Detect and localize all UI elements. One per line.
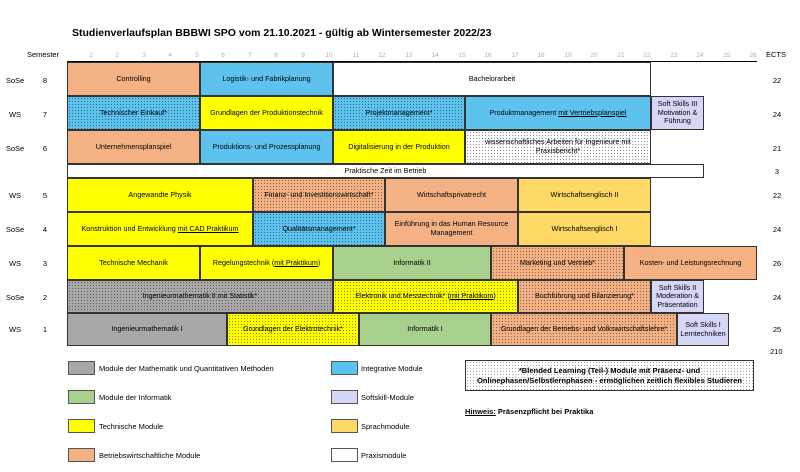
module-label: Produktions- und Prozessplanung bbox=[212, 141, 321, 151]
module-label: Wirtschaftsenglisch I bbox=[551, 223, 618, 233]
legend-swatch-bwl bbox=[68, 448, 95, 462]
module-finanzwirtschaft bbox=[253, 178, 385, 212]
column-number: 20 bbox=[590, 52, 598, 59]
module-label: Kosten- und Leistungsrechnung bbox=[639, 257, 742, 267]
legend-label-bwl: Betriebswirtschaftliche Module bbox=[99, 451, 201, 460]
legend-label-info: Module der Informatik bbox=[99, 393, 172, 402]
column-number: 4 bbox=[168, 52, 172, 59]
row-term: SoSe bbox=[5, 76, 25, 85]
ects-total: 210 bbox=[770, 347, 783, 356]
column-number: 13 bbox=[405, 52, 413, 59]
column-number: 19 bbox=[564, 52, 572, 59]
legend-swatch-info bbox=[68, 390, 95, 404]
module-label: Wirtschaftsprivatrecht bbox=[416, 189, 487, 199]
module-label: Produktmanagement mit Vertriebsplanspiel bbox=[489, 107, 627, 117]
module-label: Informatik II bbox=[393, 257, 431, 267]
legend-label-tech: Technische Module bbox=[99, 422, 164, 431]
row-semester: 5 bbox=[42, 191, 48, 200]
row-semester: 3 bbox=[42, 259, 48, 268]
column-number: 21 bbox=[617, 52, 625, 59]
row-term: SoSe bbox=[5, 144, 25, 153]
legend-swatch-soft bbox=[331, 390, 358, 404]
row-semester: 2 bbox=[42, 293, 48, 302]
column-number: 26 bbox=[749, 52, 757, 59]
module-label: Soft Skills III Motivation & Führung bbox=[657, 99, 698, 126]
row-ects: 24 bbox=[772, 225, 782, 234]
module-label: Grundlagen der Produktionstechnik bbox=[210, 107, 323, 117]
module-praktische-zeit bbox=[67, 164, 704, 178]
row-ects: 24 bbox=[772, 110, 782, 119]
row-ects: 3 bbox=[774, 167, 780, 176]
module-controlling bbox=[67, 62, 200, 96]
module-label: Elektronik und Messtechnik* (mit Praktikum) bbox=[355, 291, 496, 301]
module-softskills-2 bbox=[651, 280, 704, 313]
module-label: Buchführung und Bilanzierung* bbox=[534, 291, 635, 301]
row-semester: 8 bbox=[42, 76, 48, 85]
module-unternehmensplanspiel bbox=[67, 130, 200, 164]
module-label: Qualitätsmanagement* bbox=[282, 223, 356, 233]
column-number: 8 bbox=[274, 52, 278, 59]
module-regelungstechnik bbox=[200, 246, 333, 280]
legend-label-integ: Integrative Module bbox=[361, 364, 423, 373]
legend-swatch-math bbox=[68, 361, 95, 375]
row-semester: 6 bbox=[42, 144, 48, 153]
module-label: Controlling bbox=[116, 73, 151, 83]
module-label: Finanz- und Investitionswirtschaft* bbox=[264, 189, 374, 199]
module-kostenrechnung bbox=[624, 246, 757, 280]
module-label: Regelungstechnik (mit Praktikum) bbox=[212, 257, 321, 267]
row-term: WS bbox=[8, 259, 22, 268]
module-label: Soft Skills II Moderation & Präsentation bbox=[656, 282, 699, 309]
module-label: Ingenieurmathematik II mit Statistik* bbox=[142, 291, 258, 301]
legend-swatch-integ bbox=[331, 361, 358, 375]
module-wirtschaftsprivatrecht bbox=[385, 178, 518, 212]
module-wirtschaftsenglisch-1 bbox=[518, 212, 651, 246]
module-digitalisierung bbox=[333, 130, 465, 164]
module-label: Konstruktion und Entwicklung mit CAD Praktikum bbox=[81, 223, 239, 233]
column-number: 11 bbox=[352, 52, 360, 59]
row-term: WS bbox=[8, 325, 22, 334]
column-number: 1 bbox=[89, 52, 93, 59]
module-label: Bachelorarbeit bbox=[468, 73, 516, 83]
module-label: Informatik I bbox=[407, 324, 443, 334]
module-label: Logistik- und Fabrikplanung bbox=[222, 73, 311, 83]
module-wissenschaftliches-arbeiten bbox=[465, 130, 651, 164]
legend-swatch-prax bbox=[331, 448, 358, 462]
module-ingenieurmathematik-1 bbox=[67, 313, 227, 346]
module-label: Ingenieurmathematik I bbox=[111, 324, 183, 334]
row-ects: 22 bbox=[772, 191, 782, 200]
column-number: 2 bbox=[115, 52, 119, 59]
row-ects: 22 bbox=[772, 76, 782, 85]
column-number: 7 bbox=[248, 52, 252, 59]
module-buchfuehrung bbox=[518, 280, 651, 313]
module-label: Wirtschaftsenglisch II bbox=[550, 189, 619, 199]
legend-label-soft: Softskill-Module bbox=[361, 393, 414, 402]
module-angewandte-physik bbox=[67, 178, 253, 212]
module-label: Projektmanagement* bbox=[365, 107, 433, 117]
column-number: 3 bbox=[142, 52, 146, 59]
row-ects: 26 bbox=[772, 259, 782, 268]
module-label: Einführung in das Human Resource Management bbox=[394, 219, 509, 237]
semester-header: Semester bbox=[27, 50, 60, 59]
column-number: 16 bbox=[484, 52, 492, 59]
module-betriebswirtschaft bbox=[491, 313, 677, 346]
column-number: 24 bbox=[696, 52, 704, 59]
module-wirtschaftsenglisch-2 bbox=[518, 178, 651, 212]
column-number: 9 bbox=[301, 52, 305, 59]
module-label: Technische Mechanik bbox=[99, 257, 168, 267]
module-ingenieurmathematik-2 bbox=[67, 280, 333, 313]
module-informatik-2 bbox=[333, 246, 491, 280]
row-ects: 24 bbox=[772, 293, 782, 302]
module-elektronik bbox=[333, 280, 518, 313]
module-softskills-1 bbox=[677, 313, 729, 346]
column-number: 5 bbox=[195, 52, 199, 59]
module-grundlagen-produktion bbox=[200, 96, 333, 130]
page-title: Studienverlaufsplan BBBWI SPO vom 21.10.2021 - gültig ab Wintersemester 2022/23 bbox=[72, 27, 492, 39]
row-term: WS bbox=[8, 191, 22, 200]
module-qualitaetsmanagement bbox=[253, 212, 385, 246]
module-elektrotechnik bbox=[227, 313, 359, 346]
legend-swatch-tech bbox=[68, 419, 95, 433]
module-konstruktion bbox=[67, 212, 253, 246]
column-number: 25 bbox=[723, 52, 731, 59]
column-number: 10 bbox=[325, 52, 333, 59]
module-marketing bbox=[491, 246, 624, 280]
legend-label-prax: Praxismodule bbox=[361, 451, 407, 460]
module-informatik-1 bbox=[359, 313, 491, 346]
column-number: 18 bbox=[537, 52, 545, 59]
row-term: WS bbox=[8, 110, 22, 119]
module-technischer-einkauf bbox=[67, 96, 200, 130]
row-term: SoSe bbox=[5, 293, 25, 302]
module-logistik bbox=[200, 62, 333, 96]
legend-swatch-lang bbox=[331, 419, 358, 433]
module-label: Unternehmensplanspiel bbox=[95, 141, 172, 151]
module-label: Angewandte Physik bbox=[128, 189, 192, 199]
row-semester: 1 bbox=[42, 325, 48, 334]
column-number: 22 bbox=[643, 52, 651, 59]
row-ects: 25 bbox=[772, 325, 782, 334]
column-number: 15 bbox=[458, 52, 466, 59]
module-label: wissenschaftliches Arbeiten für Ingenieure mit Praxisbericht* bbox=[485, 137, 631, 155]
column-number: 17 bbox=[511, 52, 519, 59]
column-number: 12 bbox=[378, 52, 386, 59]
module-projektmanagement bbox=[333, 96, 465, 130]
column-number: 14 bbox=[431, 52, 439, 59]
module-label: Soft Skills I Lerntechniken bbox=[680, 319, 726, 338]
column-number: 6 bbox=[221, 52, 225, 59]
module-technische-mechanik bbox=[67, 246, 200, 280]
legend-label-lang: Sprachmodule bbox=[361, 422, 410, 431]
row-ects: 21 bbox=[772, 144, 782, 153]
module-label: Technischer Einkauf* bbox=[99, 107, 168, 117]
hinweis-note: Hinweis: Präsenzpflicht bei Praktika bbox=[465, 407, 594, 416]
module-label: Grundlagen der Elektrotechnik* bbox=[243, 324, 343, 334]
row-semester: 7 bbox=[42, 110, 48, 119]
module-softskills-3 bbox=[651, 96, 704, 130]
row-semester: 4 bbox=[42, 225, 48, 234]
module-produktmanagement bbox=[465, 96, 651, 130]
module-bachelorarbeit bbox=[333, 62, 651, 96]
row-term: SoSe bbox=[5, 225, 25, 234]
module-label: Grundlagen der Betriebs- und Volkswirtschaftslehre* bbox=[500, 324, 668, 334]
module-label: Marketing und Vertrieb* bbox=[519, 257, 596, 267]
module-label: Praktische Zeit im Betrieb bbox=[344, 165, 427, 175]
legend-label-math: Module der Mathematik und Quantitativen Methoden bbox=[99, 364, 274, 373]
module-label: Digitalisierung in der Produktion bbox=[348, 141, 450, 151]
ects-header: ECTS bbox=[766, 50, 787, 59]
module-produktionsplanung bbox=[200, 130, 333, 164]
blended-note-text: *Blended Learning (Teil-) Module mit Präsenz- und Onlinephasen/Selbstlernphasen - ermöglichen zeitlich flexibles Studieren bbox=[476, 365, 742, 385]
module-human-resource bbox=[385, 212, 518, 246]
column-number: 23 bbox=[670, 52, 678, 59]
blended-learning-note bbox=[465, 360, 754, 391]
